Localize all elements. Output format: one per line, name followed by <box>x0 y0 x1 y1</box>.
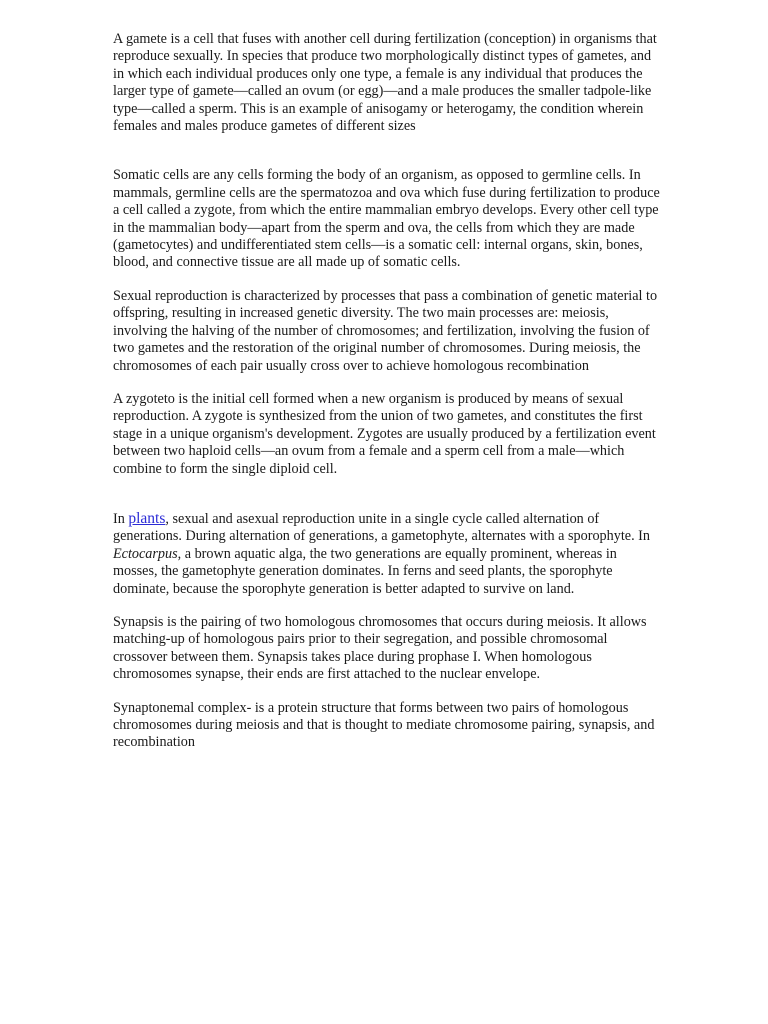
paragraph-gamete: A gamete is a cell that fuses with another cell during fertilization (conception) in organisms that reproduce sexually. In species that produce two morphologically distinct types of gametes, and in which each individual produces only one type, a female is any individual that produces the larger type of gamete—called an ovum (or egg)—and a male produces the smaller tadpole-like type—called a sperm. This is an example of anisogamy or heterogamy, the condition wherein females and males produce gametes of different sizes <box>113 31 657 135</box>
paragraph-synaptonemal-complex: Synaptonemal complex- is a protein structure that forms between two pairs of homologous chromosomes during meiosis and that is thought to mediate chromosome pairing, synapsis, and recombination <box>113 699 655 751</box>
paragraph-synapsis: Synapsis is the pairing of two homologous chromosomes that occurs during meiosis. It allows matching-up of homologous pairs prior to their segregation, and possible chromosomal crossover between them. Synapsis takes place during prophase I. When homologous chromosomes synapse, their ends are first attached to the nuclear envelope. <box>113 613 647 683</box>
paragraph-spacer <box>113 598 661 614</box>
plants-prefix: In <box>113 510 129 527</box>
paragraph-spacer <box>113 375 661 391</box>
paragraph-zygote: A zygoteto is the initial cell formed when a new organism is produced by means of sexual reproduction. A zygote is synthesized from the union of two gametes, and constitutes the first stage in a unique organism's development. Zygotes are usually produced by a fertilization event between two haploid cells—an ovum from a female and a sperm cell from a male—which combine to form the single diploid cell. <box>113 390 656 477</box>
paragraph-plants <box>113 510 661 598</box>
document-body <box>113 31 661 752</box>
ectocarpus-italic: Ectocarpus <box>113 545 178 562</box>
plants-link[interactable]: plants <box>128 509 166 527</box>
paragraph-spacer <box>113 272 661 288</box>
paragraph-sexual-reproduction: Sexual reproduction is characterized by processes that pass a combination of genetic material to offspring, resulting in increased genetic diversity. The two main processes are: meiosis, involving the halving of the number of chromosomes; and fertilization, involving the fusion of two gametes and the restoration of the original number of chromosomes. During meiosis, the chromosomes of each pair usually cross over to achieve homologous recombination <box>113 287 658 374</box>
paragraph-spacer <box>113 478 661 510</box>
paragraph-spacer <box>113 684 661 700</box>
paragraph-somatic-cells: Somatic cells are any cells forming the body of an organism, as opposed to germline cells. In mammals, germline cells are the spermatozoa and ova which fuse during fertilization to produce a cell called a zygote, from which the entire mammalian embryo develops. Every other cell type in the mammalian body—apart from the sperm and ova, the cells from which they are made (gametocytes) and undifferentiated stem cells—is a somatic cell: internal organs, skin, bones, blood, and connective tissue are all made up of somatic cells. <box>113 167 660 271</box>
paragraph-spacer <box>113 135 661 167</box>
plants-text-part1: , sexual and asexual reproduction unite in a single cycle called alternation of generations. During alternation of generations, a gametophyte, alternates with a sporophyte. In <box>113 510 650 545</box>
plants-text-part2: , a brown aquatic alga, the two generations are equally prominent, whereas in mosses, the gametophyte generation dominates. In ferns and seed plants, the sporophyte dominate, because the sporophyte generation is better adapted to survive on land. <box>113 545 617 597</box>
